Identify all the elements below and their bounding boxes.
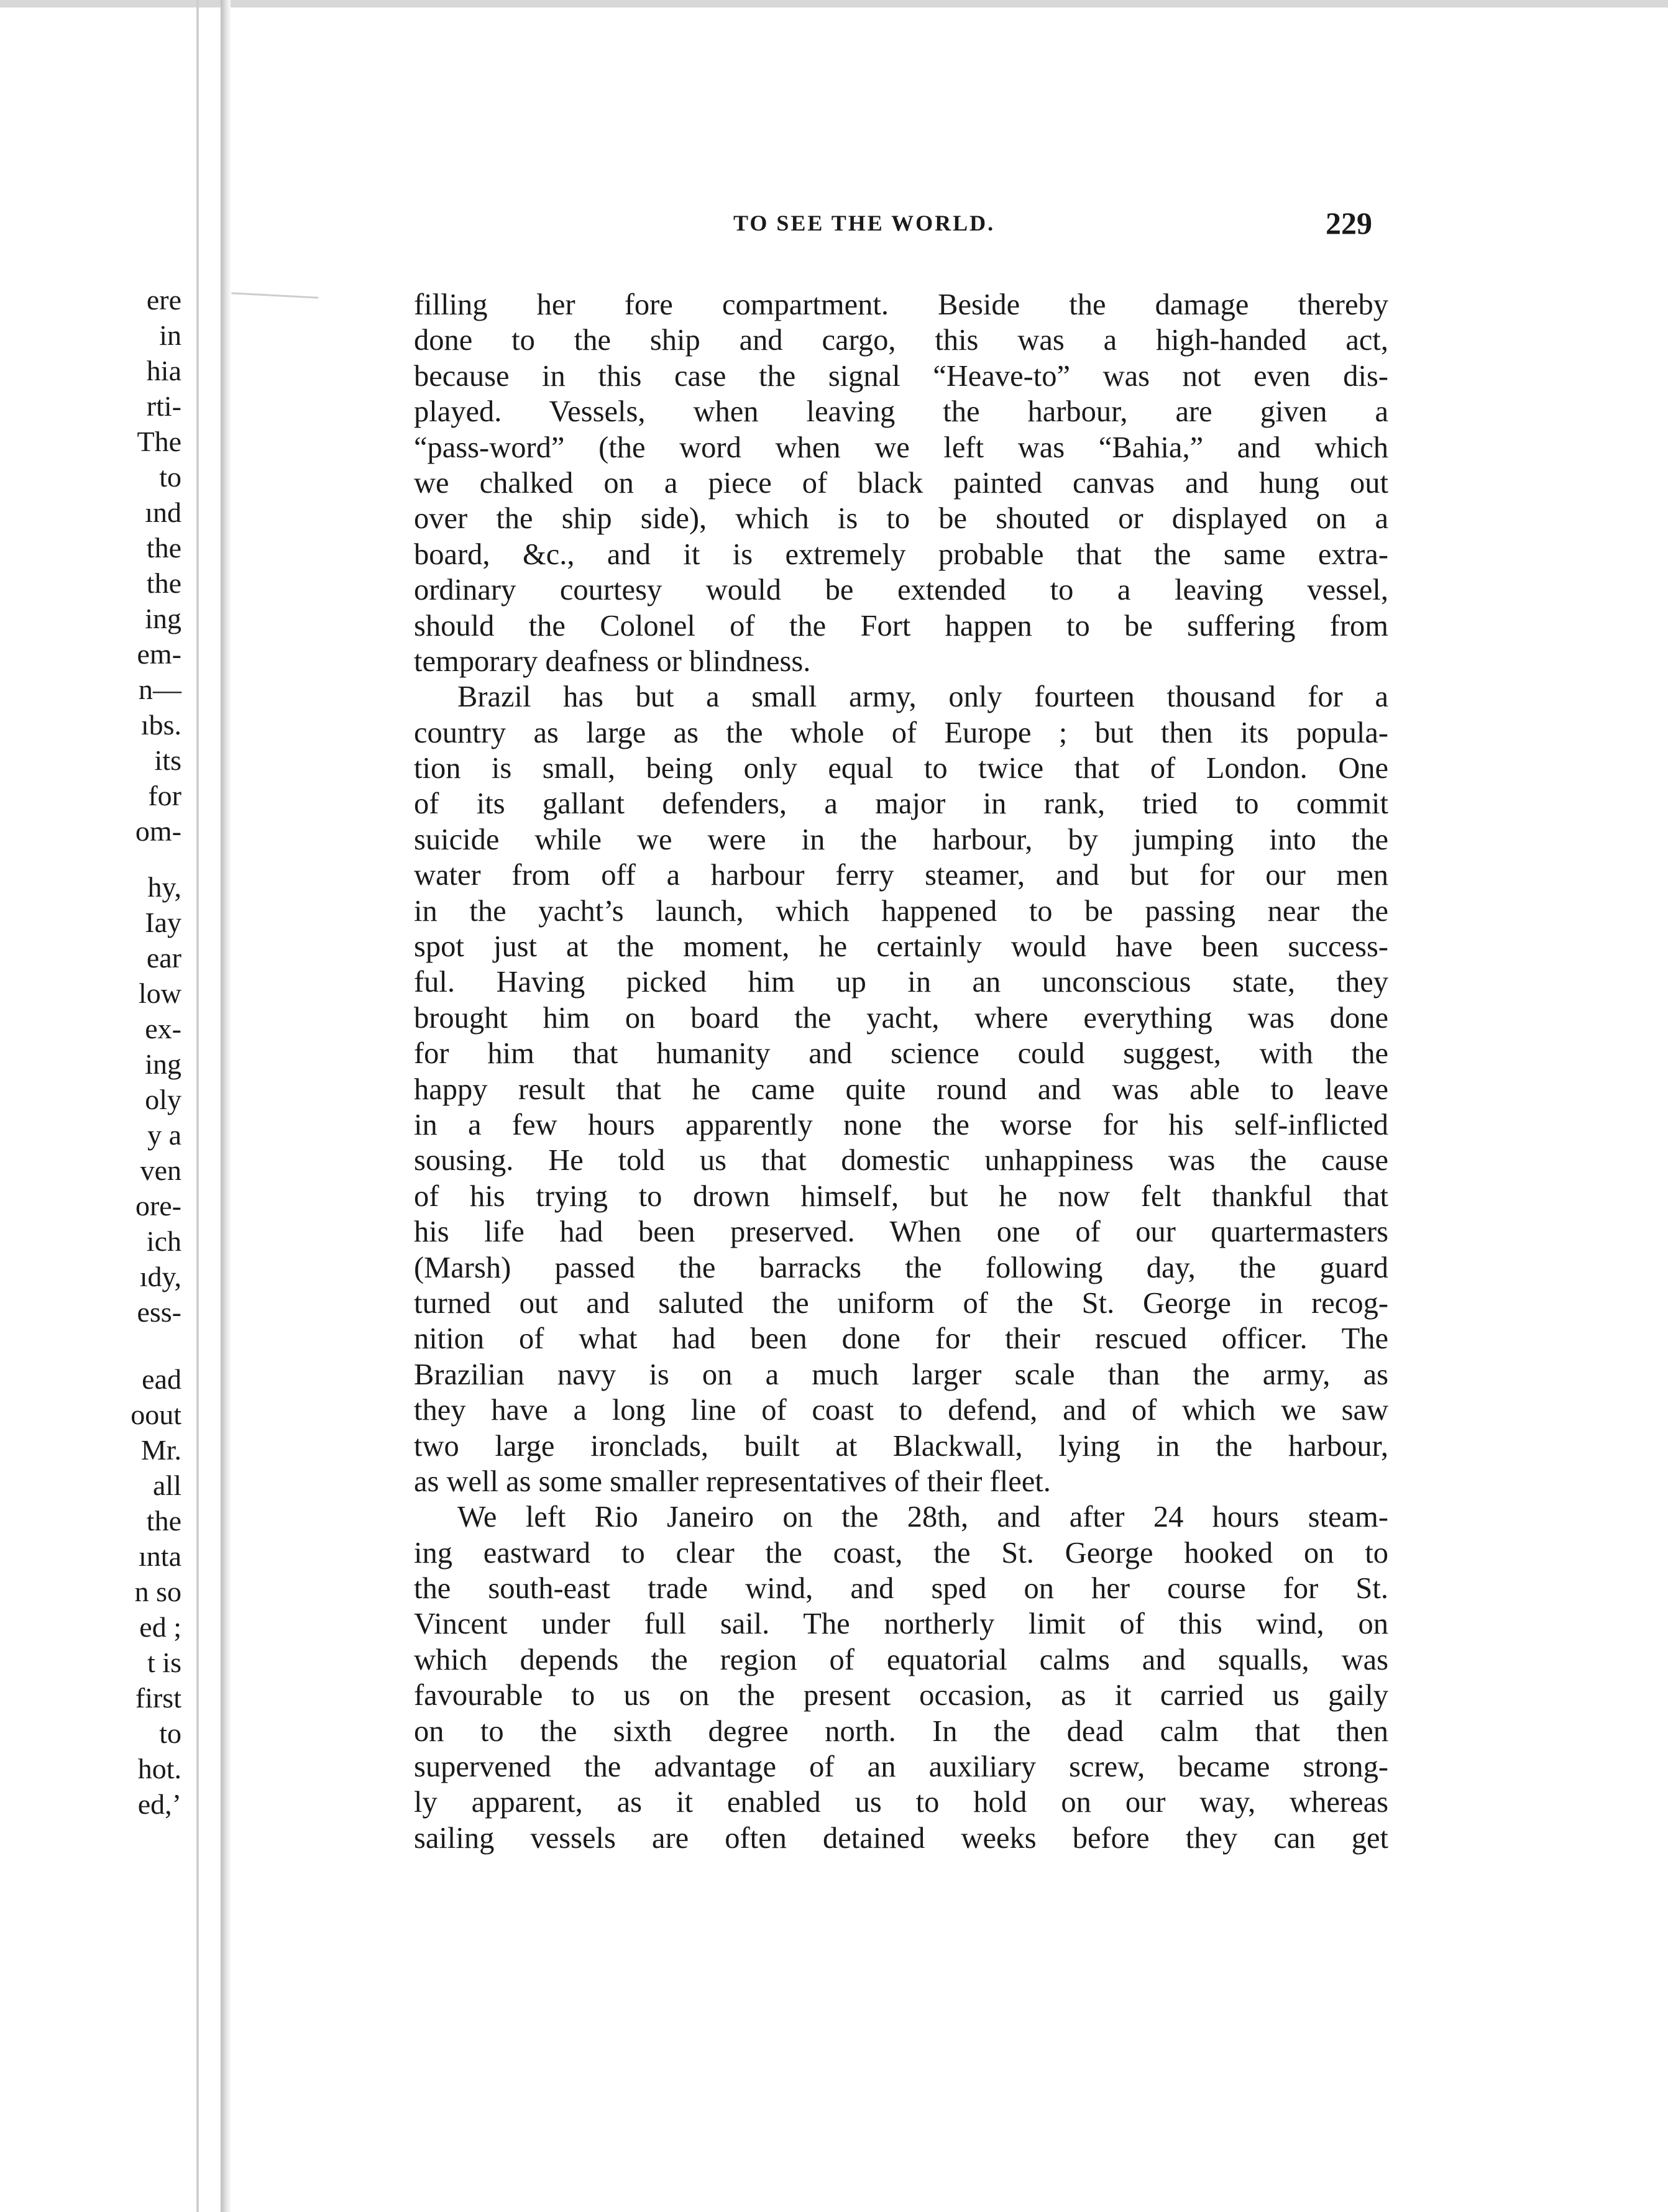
text-line: water from off a harbour ferry steamer, and but for our men [414, 859, 1388, 892]
book-gutter [221, 0, 231, 2212]
text-line: they have a long line of coast to defend, and of which we saw [414, 1394, 1388, 1427]
text-line: favourable to us on the present occasion, as it carried us gaily [414, 1679, 1388, 1712]
left-fragment: ex- [145, 1013, 181, 1044]
text-line: Brazil has but a small army, only fourteen thousand for a [457, 680, 1388, 714]
left-fragment: ead [142, 1363, 181, 1395]
left-fragment: ear [146, 942, 181, 974]
text-line: as well as some smaller representatives of their fleet. [414, 1465, 1051, 1498]
text-line: of his trying to drown himself, but he now felt thankful that [414, 1179, 1388, 1213]
left-fragment: the [146, 567, 181, 599]
left-fragment: for [148, 780, 181, 811]
text-line: ful. Having picked him up in an unconscious state, they [414, 966, 1388, 999]
text-line: (Marsh) passed the barracks the following day, the guard [414, 1251, 1388, 1284]
left-page-edge [196, 0, 199, 2212]
left-fragment: om- [135, 815, 181, 847]
text-line: done to the ship and cargo, this was a high-handed act, [414, 324, 1388, 357]
left-fragment: ich [146, 1225, 181, 1257]
left-fragment: low [139, 977, 181, 1009]
text-line: because in this case the signal “Heave-to” was not even dis- [414, 359, 1388, 393]
text-line: which depends the region of equatorial calms and squalls, was [414, 1643, 1388, 1676]
text-line: ing eastward to clear the coast, the St. George hooked on to [414, 1536, 1388, 1570]
text-line: in the yacht’s launch, which happened to be passing near the [414, 894, 1388, 928]
left-fragment: Mr. [140, 1434, 181, 1466]
text-line: country as large as the whole of Europe ; but then its popula- [414, 716, 1388, 749]
left-fragment: oly [145, 1084, 181, 1115]
text-line: temporary deafness or blindness. [414, 644, 811, 678]
text-line: we chalked on a piece of black painted canvas and hung out [414, 466, 1388, 500]
left-fragment: oout [131, 1399, 181, 1430]
text-line: sousing. He told us that domestic unhappiness was the cause [414, 1144, 1388, 1177]
left-fragment: ed ; [139, 1611, 181, 1643]
left-fragment: the [146, 1505, 181, 1537]
text-line: the south-east trade wind, and sped on her course for St. [414, 1572, 1388, 1606]
left-fragment: ess- [137, 1296, 181, 1328]
text-line: supervened the advantage of an auxiliary screw, became strong- [414, 1750, 1388, 1784]
left-fragment: all [153, 1469, 181, 1501]
text-line: happy result that he came quite round and was able to leave [414, 1072, 1388, 1106]
left-fragment: ing [145, 1048, 181, 1080]
text-line: played. Vessels, when leaving the harbour, are given a [414, 395, 1388, 429]
left-fragment: first [135, 1682, 181, 1714]
text-line: his life had been preserved. When one of our quartermasters [414, 1215, 1388, 1249]
left-fragment: n so [134, 1576, 181, 1607]
left-fragment: ınd [145, 496, 181, 528]
text-line: suicide while we were in the harbour, by jumping into the [414, 823, 1388, 856]
running-title: TO SEE THE WORLD. [733, 211, 996, 235]
text-line: in a few hours apparently none the worse for his self-inflicted [414, 1108, 1388, 1141]
left-fragment: the [146, 532, 181, 564]
text-line: of its gallant defenders, a major in rank, tried to commit [414, 787, 1388, 821]
left-fragment: ere [146, 284, 181, 316]
left-fragment: The [137, 426, 181, 457]
page-top-edge [0, 0, 1668, 7]
left-fragment: t is [147, 1647, 181, 1678]
page-number: 229 [1326, 206, 1372, 240]
left-fragment: rti- [146, 390, 181, 422]
text-line: Brazilian navy is on a much larger scale than the army, as [414, 1358, 1388, 1391]
body-text [414, 287, 1388, 1856]
left-fragment: ing [145, 603, 181, 634]
text-line: spot just at the moment, he certainly would have been success- [414, 930, 1388, 964]
left-fragment: n— [139, 674, 181, 705]
left-fragment: hia [146, 355, 181, 386]
text-line: over the ship side), which is to be shouted or displayed on a [414, 502, 1388, 536]
text-line: ly apparent, as it enabled us to hold on our way, whereas [414, 1786, 1388, 1819]
left-fragment: ven [140, 1154, 181, 1186]
text-line: turned out and saluted the uniform of the St. George in recog- [414, 1286, 1388, 1320]
text-line: for him that humanity and science could suggest, with the [414, 1037, 1388, 1071]
text-line: “pass-word” (the word when we left was “Bahia,” and which [414, 431, 1388, 464]
text-line: filling her fore compartment. Beside the damage thereby [414, 288, 1388, 321]
text-line: on to the sixth degree north. In the dead calm that then [414, 1714, 1388, 1748]
left-fragment: ed,’ [137, 1788, 181, 1820]
left-fragment: y a [147, 1119, 181, 1151]
text-line: Vincent under full sail. The northerly limit of this wind, on [414, 1607, 1388, 1641]
text-line: two large ironclads, built at Blackwall, lying in the harbour, [414, 1429, 1388, 1463]
left-fragment: ıdy, [139, 1261, 181, 1292]
text-line: We left Rio Janeiro on the 28th, and after 24 hours steam- [457, 1501, 1388, 1534]
left-fragment: Iay [145, 907, 181, 938]
left-fragment: to [159, 1717, 181, 1749]
text-line: nition of what had been done for their rescued officer. The [414, 1322, 1388, 1356]
left-fragment: to [159, 461, 181, 493]
text-line: board, &c., and it is extremely probable that the same extra- [414, 537, 1388, 571]
left-fragment: in [159, 319, 181, 351]
left-fragment: hy, [147, 871, 181, 903]
left-fragment: ore- [135, 1190, 181, 1222]
left-fragment: hot. [137, 1753, 181, 1785]
text-line: should the Colonel of the Fort happen to be suffering from [414, 609, 1388, 642]
left-fragment: ıbs. [140, 709, 181, 741]
left-fragment: em- [137, 638, 181, 670]
scan-mark [231, 292, 319, 307]
text-line: tion is small, being only equal to twice that of London. One [414, 752, 1388, 785]
text-line: ordinary courtesy would be extended to a leaving vessel, [414, 574, 1388, 607]
left-fragment: ınta [139, 1540, 181, 1572]
text-line: brought him on board the yacht, where everything was done [414, 1001, 1388, 1035]
left-fragment: its [154, 744, 181, 776]
text-line: sailing vessels are often detained weeks before they can get [414, 1821, 1388, 1855]
